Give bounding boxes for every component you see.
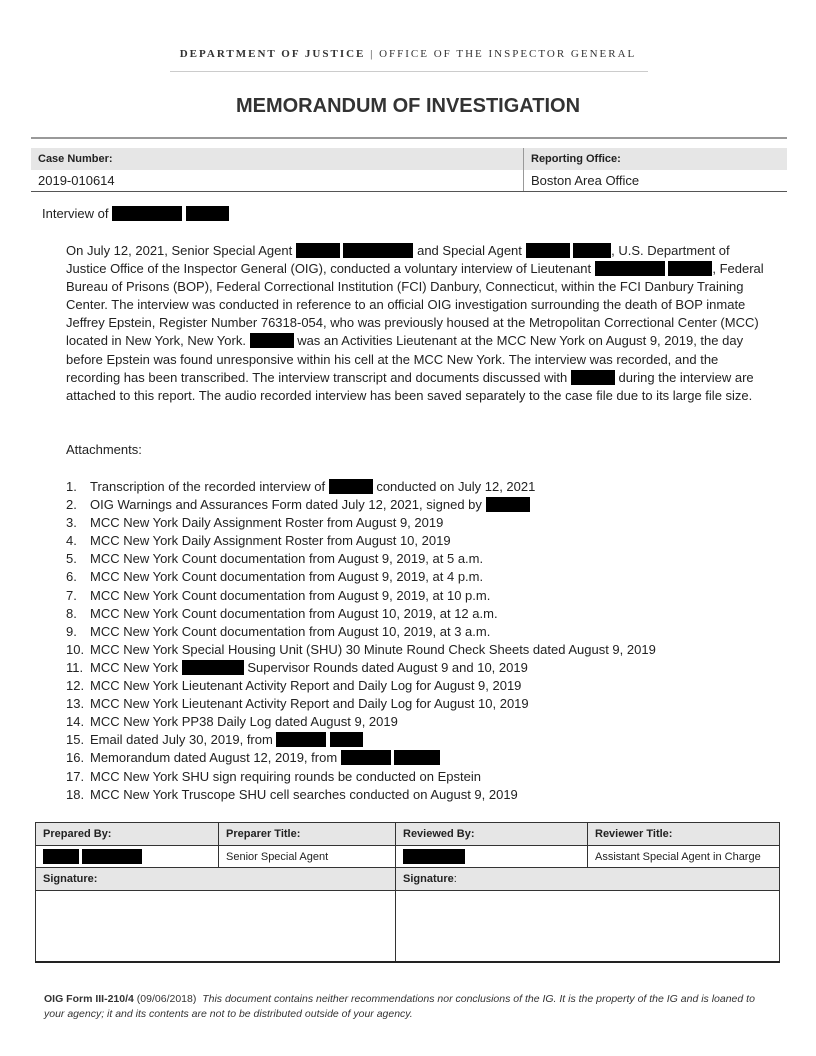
letterhead-divider (170, 71, 648, 72)
body-text: during the interview are attached to this report. The audio recorded interview has been saved separately to the case file due to its large file size. (66, 369, 754, 403)
case-number-label: Case Number: (31, 148, 524, 170)
preparer-title-value: Senior Special Agent (219, 846, 396, 868)
redaction (250, 333, 294, 348)
list-item: 15. Email dated July 30, 2019, from (66, 731, 656, 749)
list-item: 11. MCC New York Supervisor Rounds dated August 9 and 10, 2019 (66, 659, 528, 675)
subject-text: Interview of (42, 206, 109, 221)
list-item: 12. MCC New York Lieutenant Activity Report and Daily Log for August 9, 2019 (66, 678, 522, 694)
reviewer-signature-box[interactable] (396, 891, 780, 963)
list-item: 1. Transcription of the recorded interview of conducted on July 12, 2021 (66, 479, 536, 494)
letterhead (0, 48, 816, 60)
department-name: DEPARTMENT OF JUSTICE (179, 48, 366, 60)
redaction (82, 849, 142, 864)
case-info-table (31, 148, 787, 192)
body-text: and Special Agent (417, 243, 522, 258)
list-item: 4. MCC New York Daily Assignment Roster from August 10, 2019 (66, 533, 451, 549)
title-divider (31, 137, 787, 139)
list-item: 10. MCC New York Special Housing Unit (SHU) 30 Minute Round Check Sheets dated August 9, 2019 (66, 641, 656, 657)
preparer-signature-box[interactable] (36, 891, 396, 963)
reviewer-signature-label: Signature: (396, 868, 780, 891)
preparer-signature-label: Signature: (36, 868, 396, 891)
preparer-title-label: Preparer Title: (219, 823, 396, 846)
reviewed-by-value (396, 846, 588, 868)
redaction (595, 261, 665, 276)
reviewer-title-value: Assistant Special Agent in Charge (588, 846, 780, 868)
memo-subject (42, 206, 229, 221)
list-item: 5. MCC New York Count documentation from August 9, 2019, at 5 a.m. (66, 551, 484, 567)
redaction (573, 243, 611, 258)
list-item: 18. MCC New York Truscope SHU cell searches conducted on August 9, 2019 (66, 786, 518, 802)
redaction (571, 370, 615, 385)
distribution-notice: This document contains neither recommendations nor conclusions of the IG. It is the property of the IG and is loaned to your agency; it and its contents are not to be distributed outside of your agency. (44, 993, 755, 1020)
attachments-list (66, 478, 656, 804)
form-footer (44, 992, 774, 1022)
redaction (329, 479, 373, 494)
redaction (330, 732, 363, 747)
redaction (341, 750, 391, 765)
page-title: MEMORANDUM OF INVESTIGATION (235, 95, 581, 117)
list-item: 2. OIG Warnings and Assurances Form dated July 12, 2021, signed by (66, 496, 656, 514)
reporting-office-label: Reporting Office: (524, 148, 788, 170)
redaction (526, 243, 570, 258)
list-item: 7. MCC New York Count documentation from August 9, 2019, at 10 p.m. (66, 587, 491, 603)
redaction (112, 206, 182, 221)
list-item: 8. MCC New York Count documentation from August 10, 2019, at 12 a.m. (66, 605, 498, 621)
list-item: 13. MCC New York Lieutenant Activity Report and Daily Log for August 10, 2019 (66, 696, 529, 712)
signature-table (35, 822, 780, 963)
body-text: was an Activities Lieutenant at the MCC New York on August 9, 2019, the day before Epstein was found unresponsive within his cell at the MCC New York. The interview was recorded, and the recording has been transcribed. The interview transcript and documents discussed with (66, 333, 744, 385)
body-text: , U.S. Department of Justice Office of the Inspector General (OIG), conducted a voluntary interview of Lieutenant (66, 243, 730, 277)
redaction (486, 497, 530, 512)
redaction (343, 243, 413, 258)
list-item: 6. MCC New York Count documentation from August 9, 2019, at 4 p.m. (66, 569, 484, 585)
list-item: 17. MCC New York SHU sign requiring rounds be conducted on Epstein (66, 768, 481, 784)
redaction (403, 849, 465, 864)
case-number-value: 2019-010614 (31, 170, 524, 192)
redaction (276, 732, 326, 747)
reviewer-title-label: Reviewer Title: (588, 823, 780, 846)
redaction (296, 243, 340, 258)
redaction (43, 849, 79, 864)
reporting-office-value: Boston Area Office (524, 170, 788, 192)
reviewed-by-label: Reviewed By: (396, 823, 588, 846)
body-text: On July 12, 2021, Senior Special Agent (66, 243, 293, 258)
body-text: , Federal Bureau of Prisons (BOP), Federal Correctional Institution (FCI) Danbury, Connecticut, within the FCI Danbury Training Center. The interview was conducted in reference to an official OIG investigation surrounding the death of BOP inmate Jeffrey Epstein, Register Number 76318-054, who was previously housed at the Metropolitan Correctional Center (MCC) located in New York, New York. (66, 261, 764, 349)
redaction (668, 261, 712, 276)
office-name: OFFICE OF THE INSPECTOR GENERAL (379, 48, 637, 60)
redaction (182, 660, 244, 675)
list-item: 3. MCC New York Daily Assignment Roster from August 9, 2019 (66, 515, 444, 531)
prepared-by-value (36, 846, 219, 868)
memo-body (66, 242, 768, 405)
attachments-heading: Attachments: (66, 442, 142, 457)
list-item: 16. Memorandum dated August 12, 2019, from (66, 749, 656, 767)
form-date: (09/06/2018) (136, 993, 197, 1005)
prepared-by-label: Prepared By: (36, 823, 219, 846)
redaction (394, 750, 440, 765)
letterhead-separator: | (370, 48, 375, 60)
form-number: OIG Form III-210/4 (44, 993, 134, 1005)
list-item: 14. MCC New York PP38 Daily Log dated August 9, 2019 (66, 714, 398, 730)
redaction (186, 206, 229, 221)
list-item: 9. MCC New York Count documentation from August 10, 2019, at 3 a.m. (66, 623, 491, 639)
